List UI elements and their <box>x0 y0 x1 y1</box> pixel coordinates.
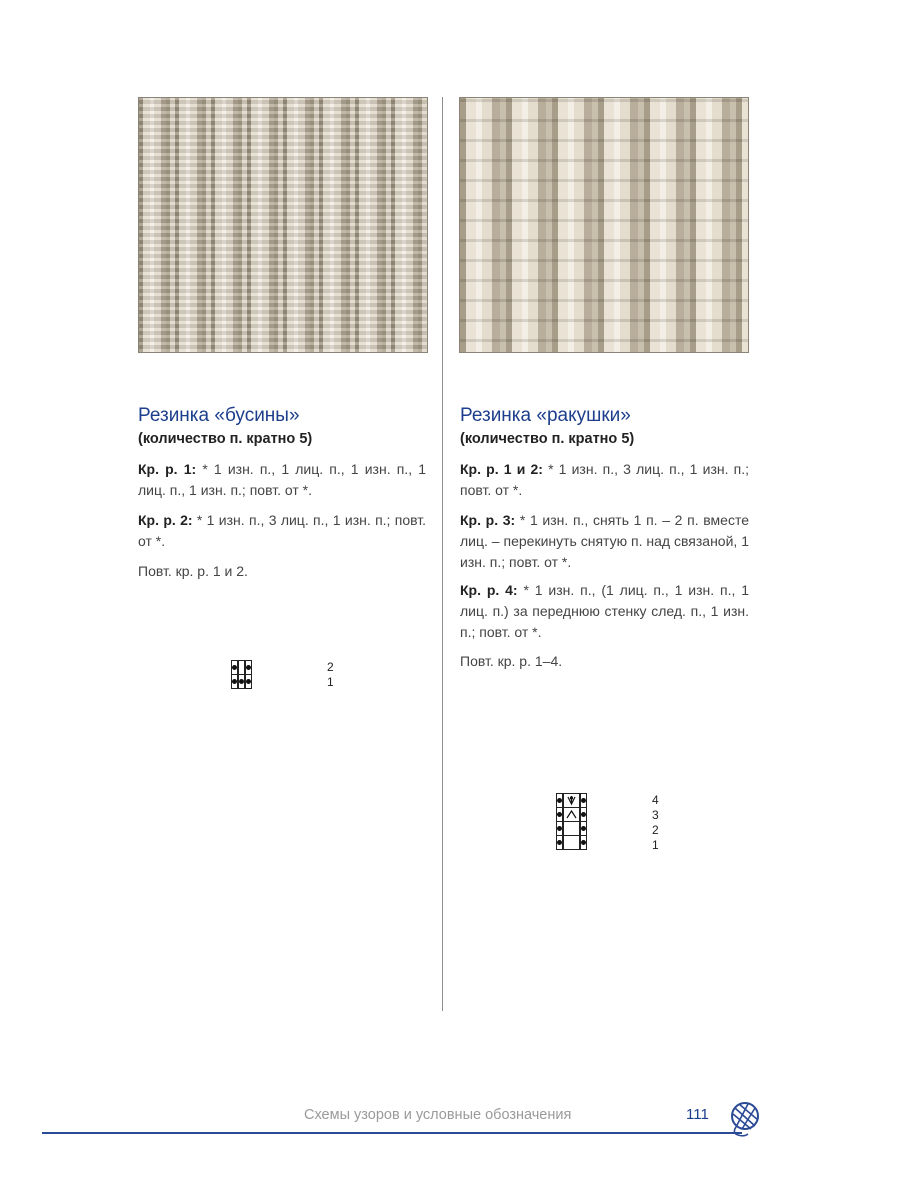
chart-cell <box>246 661 252 675</box>
purl-dot-icon <box>557 798 562 803</box>
right-row3-instruction <box>460 510 749 573</box>
chart-row-number: 2 <box>652 823 659 837</box>
column-divider <box>442 97 443 1011</box>
right-pattern-title: Резинка «ракушки» <box>460 405 631 426</box>
chart-cell <box>564 836 580 850</box>
right-row3-label: Кр. р. 3: <box>460 512 516 528</box>
chart-row <box>557 794 587 808</box>
chart-cell <box>564 808 580 822</box>
chart-row-number: 1 <box>327 675 334 689</box>
right-row3-text: * 1 изн. п., снять 1 п. – 2 п. вместе лиц. – перекинуть снятую п. над связаной, 1 изн. п.; повт. от *. <box>460 512 749 570</box>
chart-cell <box>581 794 587 808</box>
purl-dot-icon <box>232 679 237 684</box>
right-row4-instruction <box>460 580 749 643</box>
left-pattern-subtitle: (количество п. кратно 5) <box>138 431 313 447</box>
chart-row-number: 1 <box>652 838 659 852</box>
chart-row <box>232 675 252 689</box>
decrease-symbol-icon <box>564 808 579 821</box>
chart-cell <box>581 836 587 850</box>
footer-section-title: Схемы узоров и условные обозначения <box>304 1107 572 1123</box>
chart-row <box>557 808 587 822</box>
left-repeat-instruction: Повт. кр. р. 1 и 2. <box>138 563 248 579</box>
purl-dot-icon <box>557 812 562 817</box>
left-row1-instruction <box>138 459 426 501</box>
purl-dot-icon <box>246 665 251 670</box>
right-repeat-instruction: Повт. кр. р. 1–4. <box>460 653 563 669</box>
chart-row-number: 3 <box>652 808 659 822</box>
purl-dot-icon <box>581 798 586 803</box>
right-row4-label: Кр. р. 4: <box>460 582 518 598</box>
chart-cell <box>581 808 587 822</box>
page-number: 111 <box>686 1106 709 1123</box>
purl-dot-icon <box>239 679 244 684</box>
chart-row-number: 2 <box>327 660 334 674</box>
right-row4-text: * 1 изн. п., (1 лиц. п., 1 изн. п., 1 лиц. п.) за переднюю стенку след. п., 1 изн. п.; повт. от *. <box>460 582 749 640</box>
chart-cell <box>246 675 252 689</box>
left-row2-text: * 1 изн. п., 3 лиц. п., 1 изн. п.; повт. от *. <box>138 512 427 549</box>
footer-rule <box>42 1132 742 1134</box>
purl-dot-icon <box>581 812 586 817</box>
purl-dot-icon <box>246 679 251 684</box>
chart-row <box>557 822 587 836</box>
right-pattern-subtitle: (количество п. кратно 5) <box>460 431 635 447</box>
chart-row <box>232 661 252 675</box>
purl-dot-icon <box>581 826 586 831</box>
purl-dot-icon <box>557 840 562 845</box>
left-pattern-title: Резинка «бусины» <box>138 405 300 426</box>
purl-dot-icon <box>581 840 586 845</box>
left-row2-instruction <box>138 510 426 552</box>
right-row12-label: Кр. р. 1 и 2: <box>460 461 543 477</box>
purl-dot-icon <box>232 665 237 670</box>
purl-dot-icon <box>557 826 562 831</box>
shells-rib-photo <box>459 97 749 353</box>
chart-cell <box>564 822 580 836</box>
left-row1-text: * 1 изн. п., 1 лиц. п., 1 изн. п., 1 лиц. п., 1 изн. п.; повт. от *. <box>138 461 427 498</box>
chart-cell <box>564 794 580 808</box>
beads-rib-photo <box>138 97 428 353</box>
right-row12-text: * 1 изн. п., 3 лиц. п., 1 изн. п.; повт. от *. <box>460 461 749 498</box>
chart-cell <box>581 822 587 836</box>
left-row1-label: Кр. р. 1: <box>138 461 197 477</box>
increase-symbol-icon <box>564 794 579 807</box>
right-row12-instruction <box>460 459 749 501</box>
chart-row-number: 4 <box>652 793 659 807</box>
left-row2-label: Кр. р. 2: <box>138 512 193 528</box>
chart-row <box>557 836 587 850</box>
